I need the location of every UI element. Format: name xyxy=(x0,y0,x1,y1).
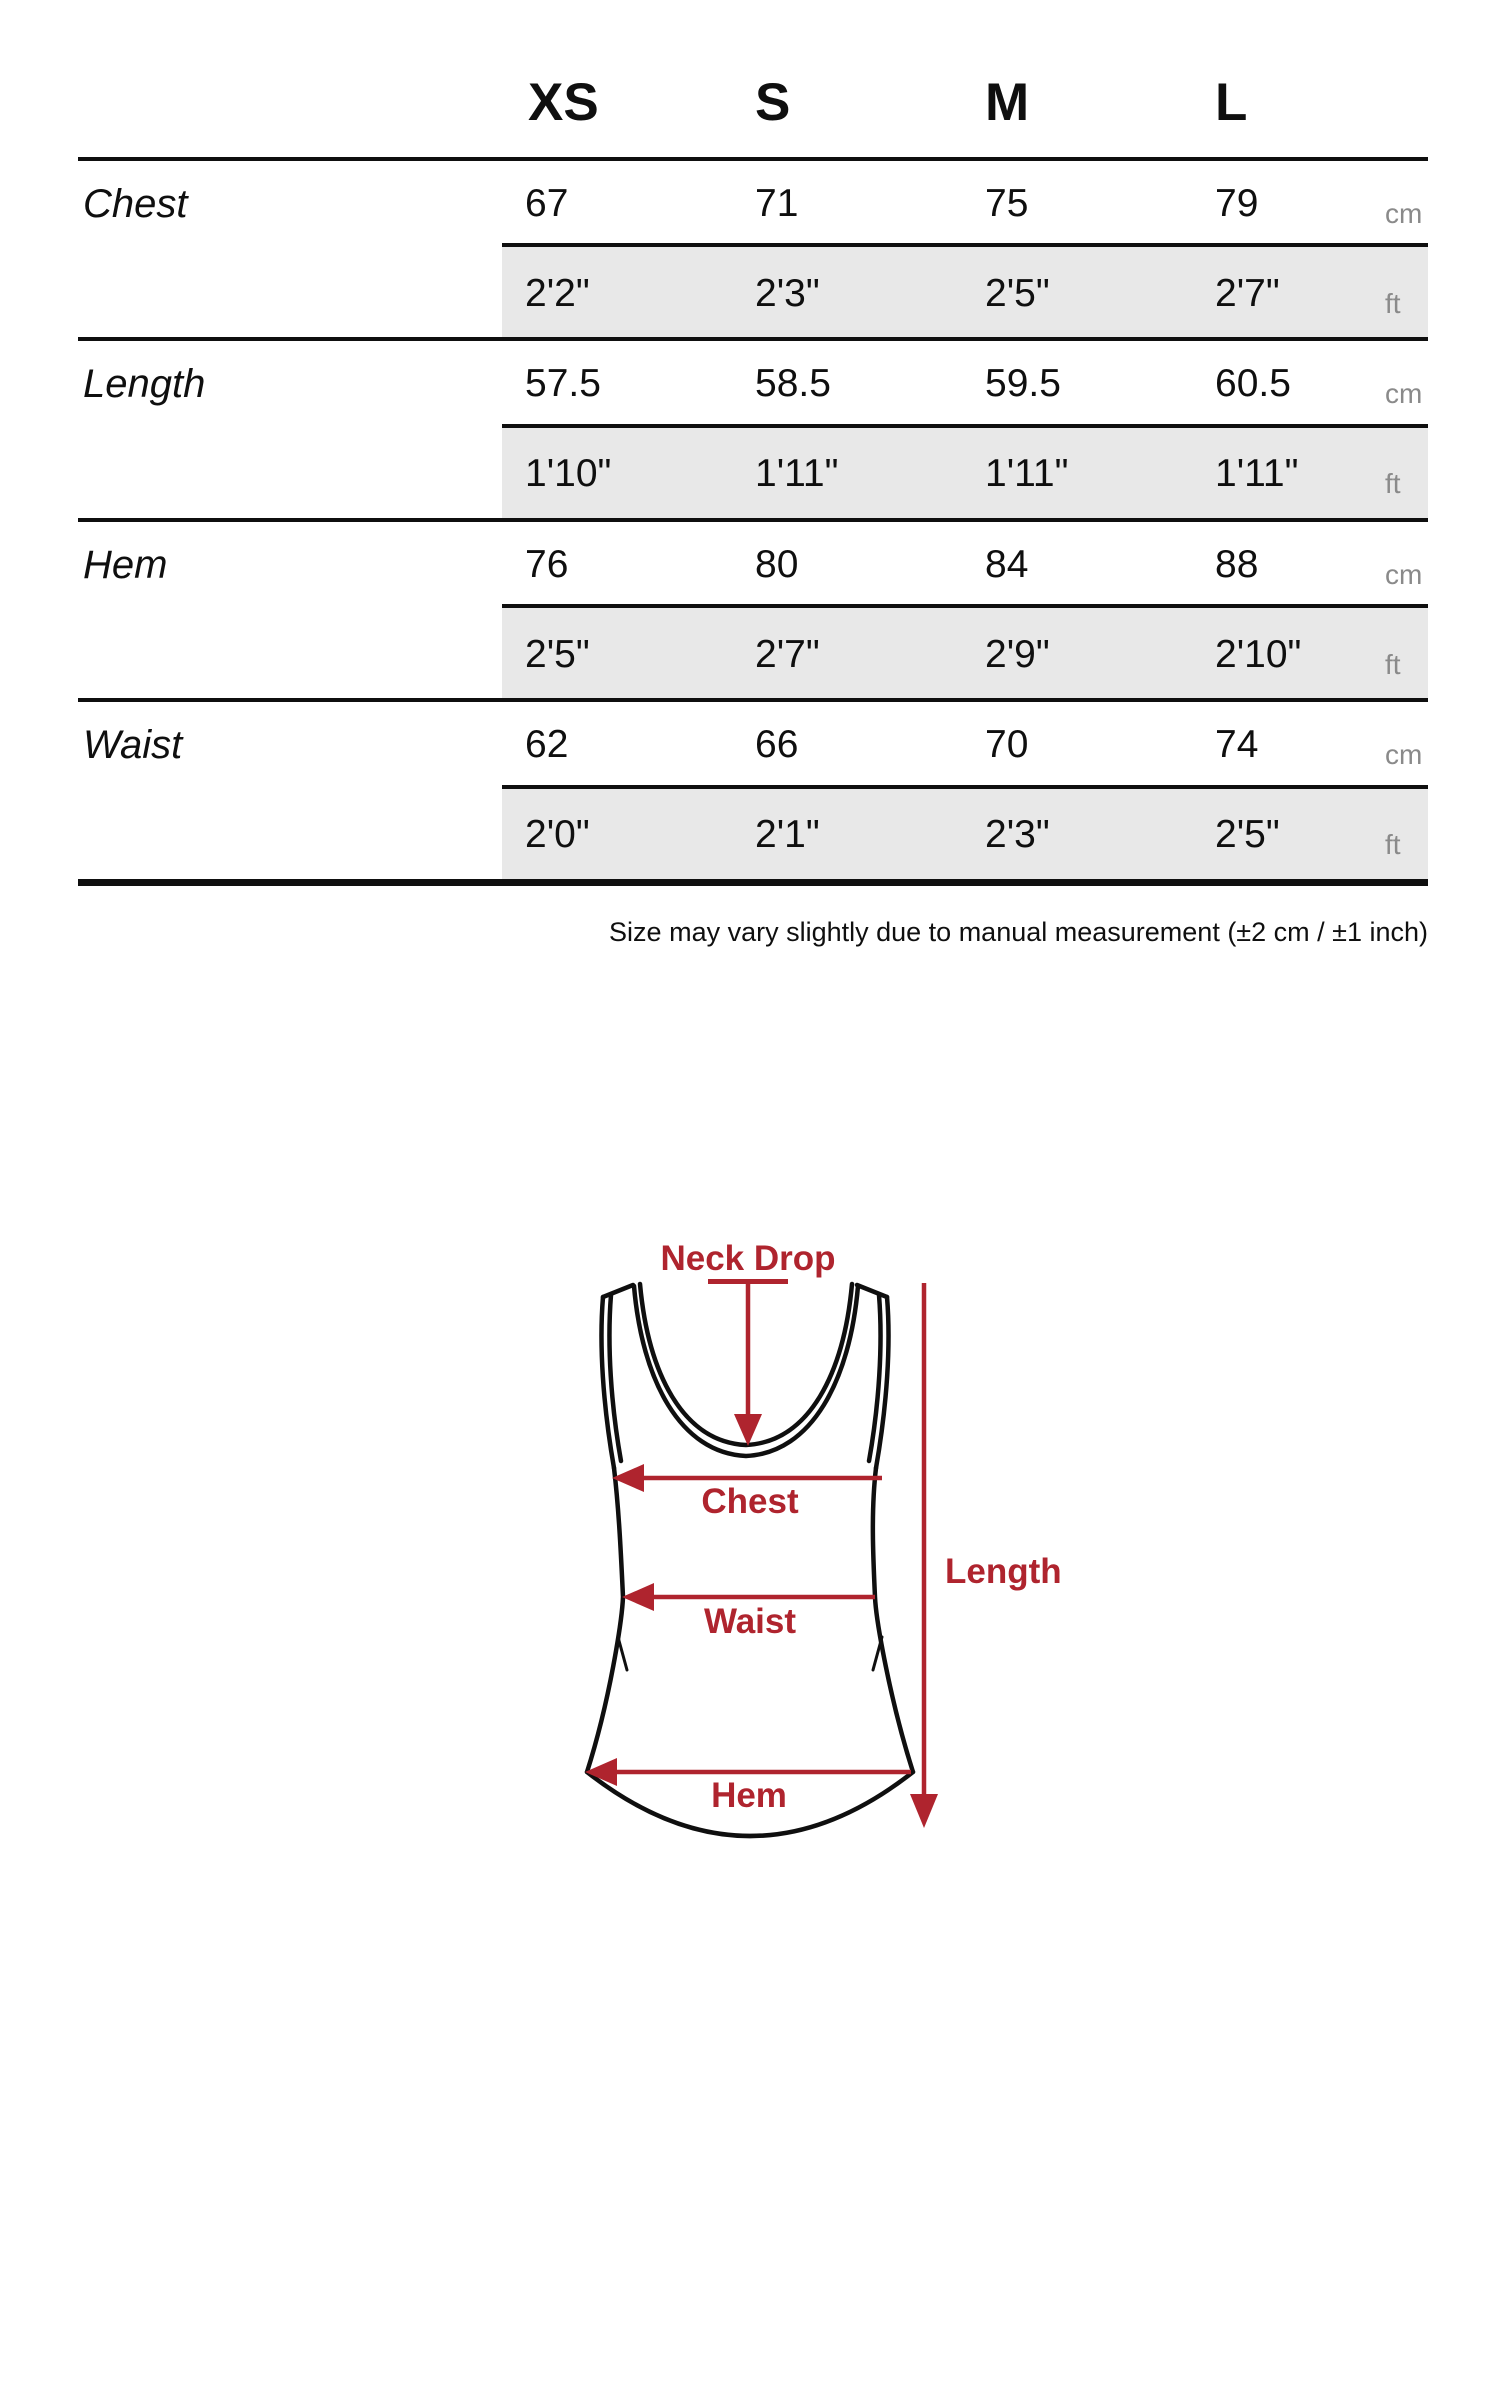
waist-arrowhead xyxy=(622,1583,654,1611)
table-cell: 88 xyxy=(1215,543,1259,586)
table-cell: 79 xyxy=(1215,182,1259,225)
size-header-s: S xyxy=(755,73,791,132)
table-cell: 60.5 xyxy=(1215,362,1291,405)
unit-ft: ft xyxy=(1385,468,1401,499)
tank-top-measurement-diagram xyxy=(530,1200,1090,1900)
table-cell: 2'7" xyxy=(755,633,820,676)
unit-cm: cm xyxy=(1385,378,1423,409)
unit-ft: ft xyxy=(1385,829,1401,860)
table-cell: 2'9" xyxy=(985,633,1050,676)
table-cell: 2'5" xyxy=(525,633,590,676)
size-header-xs: XS xyxy=(528,73,599,132)
table-cell: 66 xyxy=(755,723,799,766)
table-cell: 71 xyxy=(755,182,799,225)
table-cell: 75 xyxy=(985,182,1029,225)
table-cell: 2'3" xyxy=(755,272,820,315)
unit-ft: ft xyxy=(1385,649,1401,680)
table-cell: 2'3" xyxy=(985,813,1050,856)
unit-cm: cm xyxy=(1385,559,1423,590)
unit-ft: ft xyxy=(1385,288,1401,319)
neck-drop-underline xyxy=(708,1279,788,1284)
table-partial-rule xyxy=(502,604,1428,608)
measurement-tolerance-note: Size may vary slightly due to manual measurement (±2 cm / ±1 inch) xyxy=(609,917,1428,947)
table-cell: 80 xyxy=(755,543,799,586)
table-cell: 1'11" xyxy=(755,452,839,495)
table-cell: 2'1" xyxy=(755,813,820,856)
measurement-annotations xyxy=(585,1239,1062,1828)
table-bottom-rule xyxy=(78,879,1428,886)
table-partial-rule xyxy=(502,424,1428,428)
table-cell: 2'2" xyxy=(525,272,590,315)
table-cell: 2'7" xyxy=(1215,272,1280,315)
row-label-hem: Hem xyxy=(83,543,168,587)
table-cell: 2'5" xyxy=(1215,813,1280,856)
table-cell: 62 xyxy=(525,723,569,766)
table-cell: 1'11" xyxy=(985,452,1069,495)
row-label-length: Length xyxy=(83,362,206,406)
length-arrowhead xyxy=(910,1794,938,1828)
neck-drop-label: Neck Drop xyxy=(660,1239,836,1278)
ft-row-band xyxy=(502,247,1428,337)
table-partial-rule xyxy=(502,785,1428,789)
table-cell: 57.5 xyxy=(525,362,601,405)
table-cell: 76 xyxy=(525,543,569,586)
table-rule xyxy=(78,698,1428,702)
table-rule xyxy=(78,337,1428,341)
row-label-chest: Chest xyxy=(83,182,188,226)
table-cell: 70 xyxy=(985,723,1029,766)
table-cell: 84 xyxy=(985,543,1029,586)
table-rule xyxy=(78,518,1428,522)
table-cell: 58.5 xyxy=(755,362,831,405)
table-cell: 2'5" xyxy=(985,272,1050,315)
length-label: Length xyxy=(945,1552,1062,1591)
table-cell: 1'10" xyxy=(525,452,612,495)
table-cell: 1'11" xyxy=(1215,452,1299,495)
ft-row-band xyxy=(502,789,1428,879)
neck-drop-arrowhead xyxy=(734,1414,762,1446)
size-header-l: L xyxy=(1215,73,1248,132)
unit-cm: cm xyxy=(1385,198,1423,229)
unit-cm: cm xyxy=(1385,739,1423,770)
table-cell: 67 xyxy=(525,182,569,225)
row-label-waist: Waist xyxy=(83,723,183,767)
size-header-m: M xyxy=(985,73,1030,132)
table-partial-rule xyxy=(502,243,1428,247)
waist-label: Waist xyxy=(703,1602,797,1641)
chest-label: Chest xyxy=(701,1482,799,1521)
table-cell: 2'0" xyxy=(525,813,590,856)
hem-label: Hem xyxy=(711,1776,787,1815)
table-cell: 2'10" xyxy=(1215,633,1302,676)
table-cell: 74 xyxy=(1215,723,1259,766)
table-rule xyxy=(78,157,1428,161)
table-cell: 59.5 xyxy=(985,362,1061,405)
